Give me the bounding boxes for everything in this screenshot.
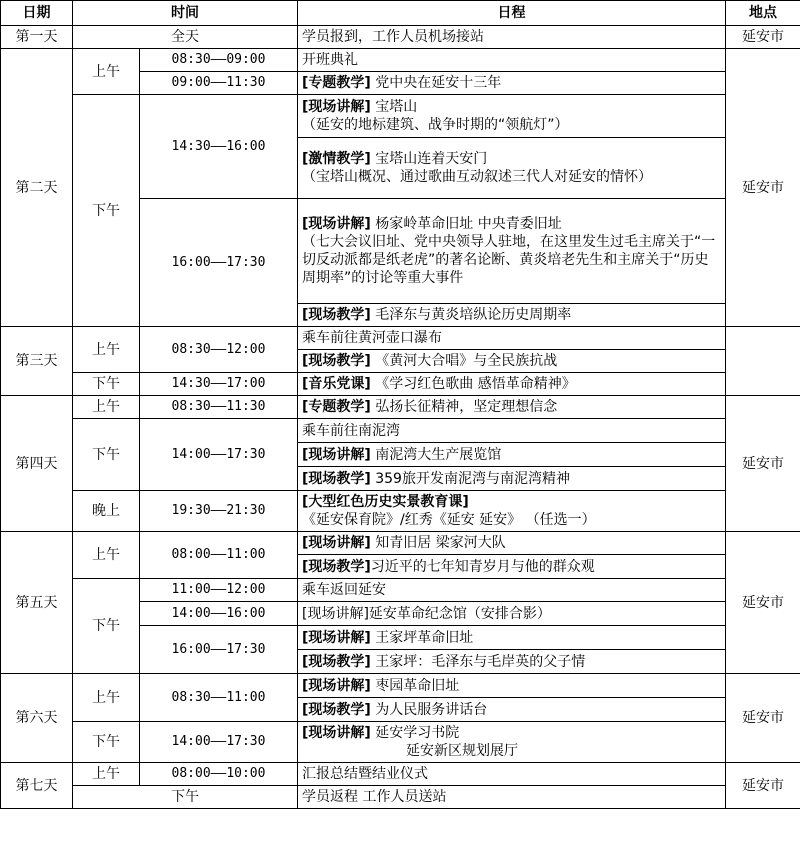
time-slot: 14:00——16:00 [140, 602, 298, 626]
item-text: 党中央在延安十三年 [370, 75, 502, 91]
location-cell: 延安市 [726, 763, 800, 809]
time-slot: 19:30——21:30 [140, 491, 298, 532]
period-label: 下午 [73, 579, 140, 674]
schedule-item [298, 626, 726, 650]
period-label: 上午 [73, 49, 140, 95]
table-row [1, 95, 800, 138]
item-text: 知青旧居 梁家河大队 [370, 535, 506, 551]
table-row [1, 26, 800, 49]
period-label: 上午 [73, 674, 140, 722]
table-row [1, 327, 800, 350]
time-slot: 14:00——17:30 [140, 419, 298, 491]
time-slot: 08:30——11:30 [140, 396, 298, 419]
item-subtext: 延安新区规划展厅 [406, 743, 518, 759]
table-row [1, 579, 800, 602]
day-label: 第六天 [1, 674, 73, 763]
time-slot: 16:00——17:30 [140, 626, 298, 674]
item-text: 《黄河大合唱》与全民族抗战 [370, 353, 558, 369]
location-cell: 延安市 [726, 674, 800, 763]
table-row [1, 674, 800, 698]
item-tag: [专题教学] [302, 75, 371, 91]
time-slot: 08:30——12:00 [140, 327, 298, 373]
item-tag: [现场教学] [302, 470, 371, 487]
item-text: 南泥湾大生产展览馆 [370, 446, 502, 463]
item-text: 毛泽东与黄炎培纵论历史周期率 [370, 307, 572, 323]
day-label: 第二天 [1, 49, 73, 327]
time-slot: 08:30——09:00 [140, 49, 298, 72]
item-tag: [专题教学] [302, 399, 371, 415]
schedule-item: [现场讲解]延安革命纪念馆（安排合影） [298, 602, 726, 626]
item-text: 宝塔山连着天安门 [370, 151, 488, 167]
schedule-item [298, 674, 726, 698]
schedule-item [298, 698, 726, 722]
schedule-item: 乘车前往南泥湾 [298, 419, 726, 443]
location-cell: 延安市 [726, 49, 800, 327]
period-label: 下午 [73, 722, 140, 763]
time-slot: 14:30——16:00 [140, 95, 298, 199]
item-tag: [音乐党课] [302, 376, 371, 392]
header-row [1, 1, 800, 26]
schedule-item [298, 199, 726, 304]
schedule-item [298, 467, 726, 491]
location-cell: 延安市 [726, 396, 800, 532]
time-slot: 16:00——17:30 [140, 199, 298, 327]
item-text: 王家坪革命旧址 [370, 629, 474, 646]
schedule-item: 乘车返回延安 [298, 579, 726, 602]
item-tag: [现场讲解] [302, 629, 371, 646]
item-tag: [大型红色历史实景教育课] [302, 494, 469, 510]
item-text: 枣园革命旧址 [370, 677, 460, 694]
item-tag: [现场教学] [302, 653, 371, 670]
item-tag: [现场讲解] [302, 677, 371, 694]
schedule-item: 乘车前往黄河壶口瀑布 [298, 327, 726, 350]
item-text: 习近平的七年知青岁月与他的群众观 [370, 558, 595, 575]
item-text: 359旅开发南泥湾与南泥湾精神 [370, 470, 570, 487]
day-label: 第五天 [1, 532, 73, 674]
period-label: 上午 [73, 396, 140, 419]
item-subtext: （七大会议旧址、党中央领导人驻地，在这里发生过毛主席关于“一切反动派都是纸老虎”的著名论断、黄炎培老先生和主席关于“历史周期率”的讨论等重大事件 [302, 234, 716, 286]
table-row [1, 396, 800, 419]
schedule-item [298, 443, 726, 467]
location-cell: 延安市 [726, 532, 800, 674]
schedule-item [298, 95, 726, 138]
item-tag: [现场教学] [302, 558, 371, 575]
time-slot: 08:30——11:00 [140, 674, 298, 722]
item-subtext: （延安的地标建筑、战争时期的“领航灯”） [302, 117, 569, 133]
item-tag: [现场讲解] [302, 446, 371, 463]
item-tag: [现场讲解] [302, 535, 371, 551]
schedule-item [298, 650, 726, 674]
table-row [1, 722, 800, 763]
item-tag: [现场教学] [302, 307, 371, 323]
schedule-item [298, 722, 726, 763]
header-location: 地点 [726, 1, 800, 26]
schedule-item [298, 532, 726, 555]
day-label: 第三天 [1, 327, 73, 396]
item-subtext: （宝塔山概况、通过歌曲互动叙述三代人对延安的情怀） [302, 169, 652, 185]
period-label: 下午 [73, 95, 140, 327]
period-label: 上午 [73, 532, 140, 579]
table-row [1, 373, 800, 396]
time-slot: 08:00——11:00 [140, 532, 298, 579]
time-slot: 全天 [73, 26, 298, 49]
schedule-item [298, 491, 726, 532]
item-tag: [现场讲解] [302, 216, 371, 232]
item-tag: [现场教学] [302, 701, 371, 718]
item-tag: [现场教学] [302, 353, 371, 369]
location-cell: 延安市 [726, 26, 800, 49]
header-date: 日期 [1, 1, 73, 26]
day-label: 第一天 [1, 26, 73, 49]
location-cell [726, 327, 800, 396]
table-row [1, 491, 800, 532]
schedule-item: 学员报到，工作人员机场接站 [298, 26, 726, 49]
period-label: 下午 [73, 373, 140, 396]
schedule-item [298, 304, 726, 327]
time-slot: 08:00——10:00 [140, 763, 298, 786]
table-row [1, 786, 800, 809]
period-label: 下午 [73, 419, 140, 491]
day-label: 第七天 [1, 763, 73, 809]
schedule-item: 学员返程 工作人员送站 [298, 786, 726, 809]
period-label: 晚上 [73, 491, 140, 532]
time-slot: 09:00——11:30 [140, 72, 298, 95]
schedule-item: 开班典礼 [298, 49, 726, 72]
schedule-item: 汇报总结暨结业仪式 [298, 763, 726, 786]
item-text: 王家坪：毛泽东与毛岸英的父子情 [370, 653, 586, 670]
item-text: 延安学习书院 [370, 725, 460, 741]
header-schedule: 日程 [298, 1, 726, 26]
time-slot: 14:30——17:00 [140, 373, 298, 396]
header-time: 时间 [73, 1, 298, 26]
time-slot: 11:00——12:00 [140, 579, 298, 602]
schedule-item [298, 350, 726, 373]
table-row [1, 763, 800, 786]
day-label: 第四天 [1, 396, 73, 532]
item-subtext: 《延安保育院》/红秀《延安 延安》 （任选一） [302, 512, 596, 528]
time-slot: 14:00——17:30 [140, 722, 298, 763]
item-text: 宝塔山 [370, 99, 418, 115]
schedule-item [298, 373, 726, 396]
period-label: 上午 [73, 763, 140, 786]
item-tag: [现场讲解] [302, 725, 371, 741]
item-tag: [现场讲解] [302, 99, 371, 115]
table-row [1, 419, 800, 443]
period-label: 上午 [73, 327, 140, 373]
item-text: 杨家岭革命旧址 中央青委旧址 [370, 216, 562, 232]
item-text: 弘扬长征精神，坚定理想信念 [370, 399, 558, 415]
item-tag: [激情教学] [302, 151, 371, 167]
schedule-item [298, 555, 726, 579]
item-text: 为人民服务讲话台 [370, 701, 488, 718]
schedule-item [298, 72, 726, 95]
table-row [1, 532, 800, 555]
schedule-item [298, 396, 726, 419]
item-text: 《学习红色歌曲 感悟革命精神》 [370, 376, 576, 392]
table-row [1, 49, 800, 72]
period-label: 下午 [73, 786, 298, 809]
schedule-item [298, 138, 726, 199]
